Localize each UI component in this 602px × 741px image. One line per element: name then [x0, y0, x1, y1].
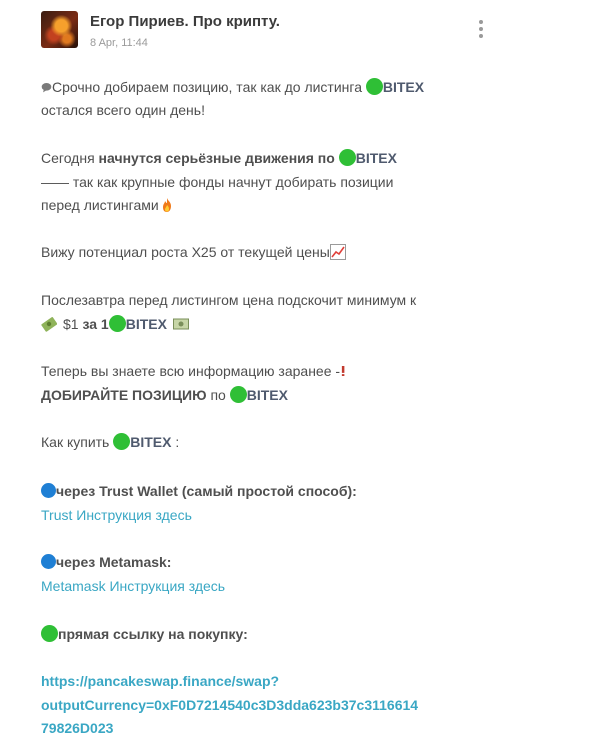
post-text-bold: начнутся серьёзные движения по [98, 150, 339, 166]
blue-circle-icon [41, 554, 56, 569]
post-line [41, 506, 192, 524]
green-circle-icon [41, 625, 58, 642]
token-name: BITEX [355, 150, 397, 166]
banknote-icon [173, 316, 189, 332]
post-line [41, 482, 357, 500]
channel-name[interactable]: Егор Пириев. Про крипту. [90, 13, 280, 30]
speech-bubble-icon [41, 82, 52, 93]
green-circle-icon [113, 433, 130, 450]
post-line [41, 386, 288, 404]
metamask-instruction-link[interactable]: Metamask Инструкция здесь [41, 578, 226, 594]
post-text: по [206, 387, 230, 403]
post-line [41, 696, 418, 714]
green-circle-icon [109, 315, 126, 332]
post-text: Сегодня [41, 150, 99, 166]
chart-increasing-icon [330, 244, 346, 260]
post-line [41, 577, 225, 595]
post-text-bold: через Trust Wallet (самый простой способ): [56, 483, 357, 499]
pancakeswap-link[interactable]: outputCurrency=0xF0D7214540c3D3dda623b37c3116614 [41, 697, 419, 713]
post-line [41, 243, 346, 261]
post-text: Вижу потенциал роста Х25 от текущей цены [41, 244, 330, 260]
post-text: Теперь вы знаете всю информацию заранее - [41, 363, 341, 379]
post-timestamp: 8 Apr, 11:44 [90, 37, 148, 49]
post-line [41, 291, 416, 309]
trust-instruction-link[interactable]: Trust Инструкция здесь [41, 507, 192, 523]
post-text-bold: через Metamask: [56, 554, 172, 570]
post-line [41, 433, 179, 451]
post-line [41, 625, 248, 643]
post-text: Срочно добираем позицию, так как до листинга [52, 79, 366, 95]
post-line [41, 315, 189, 333]
pancakeswap-link[interactable]: https://pancakeswap.finance/swap? [41, 673, 280, 689]
token-name: BITEX [130, 434, 172, 450]
post-line [41, 672, 279, 690]
post-header [0, 0, 602, 62]
post-line [41, 78, 424, 96]
post-line [41, 149, 397, 167]
post-line [41, 362, 350, 380]
post-line [41, 101, 205, 119]
post-line [41, 196, 175, 214]
post-line [41, 173, 393, 191]
token-name: BITEX [246, 387, 288, 403]
post-line [41, 553, 171, 571]
post-line [41, 719, 113, 737]
post-text-bold: прямая ссылку на покупку: [58, 626, 248, 642]
more-options-icon[interactable] [474, 20, 488, 40]
post-text: : [171, 434, 180, 450]
fire-icon [159, 197, 175, 213]
post-text: Послезавтра перед листингом цена подскочит минимум к [41, 292, 417, 308]
post-text-bold: ДОБИРАЙТЕ ПОЗИЦИЮ [41, 387, 207, 403]
exclamation-icon [340, 363, 350, 379]
post-text: —— так как крупные фонды начнут добирать позиции [41, 174, 394, 190]
pancakeswap-link[interactable]: 79826D023 [41, 720, 114, 736]
token-name: BITEX [125, 316, 167, 332]
token-name: BITEX [382, 79, 425, 95]
price-value: $1 [63, 316, 83, 332]
money-bag-icon [41, 316, 57, 332]
post-text-bold: за 1 [82, 316, 109, 332]
green-circle-icon [230, 386, 247, 403]
green-circle-icon [366, 78, 383, 95]
channel-avatar[interactable] [41, 11, 78, 48]
post-text: перед листингами [41, 197, 159, 213]
green-circle-icon [339, 149, 356, 166]
blue-circle-icon [41, 483, 56, 498]
post-text: Как купить [41, 434, 114, 450]
post-text: остался всего один день! [41, 102, 205, 118]
